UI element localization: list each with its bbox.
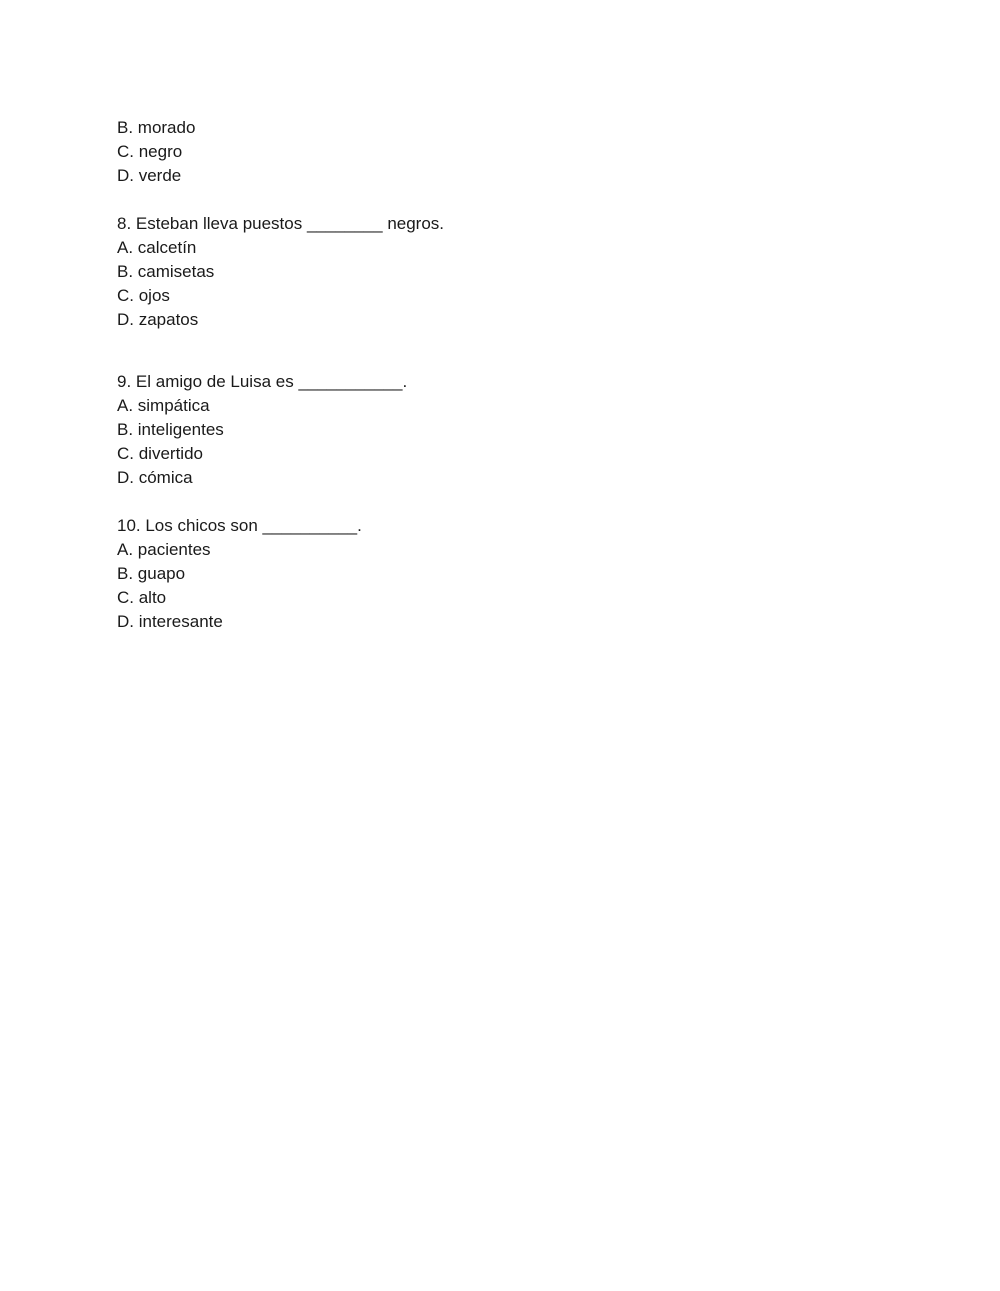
- option-b: B. morado: [117, 118, 196, 137]
- question-9: [117, 370, 877, 490]
- option-a: A. simpática: [117, 396, 210, 415]
- option-c: C. alto: [117, 588, 167, 607]
- option-b: B. inteligentes: [117, 420, 224, 439]
- option-d: D. interesante: [117, 612, 223, 631]
- question-10: [117, 514, 877, 634]
- question-prompt: 8. Esteban lleva puestos ________ negros.: [117, 214, 445, 233]
- option-a: A. calcetín: [117, 238, 197, 257]
- question-prompt: 9. El amigo de Luisa es ___________.: [117, 372, 408, 391]
- option-c: C. divertido: [117, 444, 203, 463]
- option-c: C. negro: [117, 142, 183, 161]
- worksheet-page: [117, 116, 877, 634]
- question-7-continued: [117, 116, 877, 188]
- option-d: D. verde: [117, 166, 182, 185]
- option-b: B. guapo: [117, 564, 186, 583]
- option-b: B. camisetas: [117, 262, 215, 281]
- option-c: C. ojos: [117, 286, 170, 305]
- question-8: [117, 212, 877, 332]
- option-a: A. pacientes: [117, 540, 211, 559]
- option-d: D. cómica: [117, 468, 193, 487]
- question-prompt: 10. Los chicos son __________.: [117, 516, 362, 535]
- option-d: D. zapatos: [117, 310, 199, 329]
